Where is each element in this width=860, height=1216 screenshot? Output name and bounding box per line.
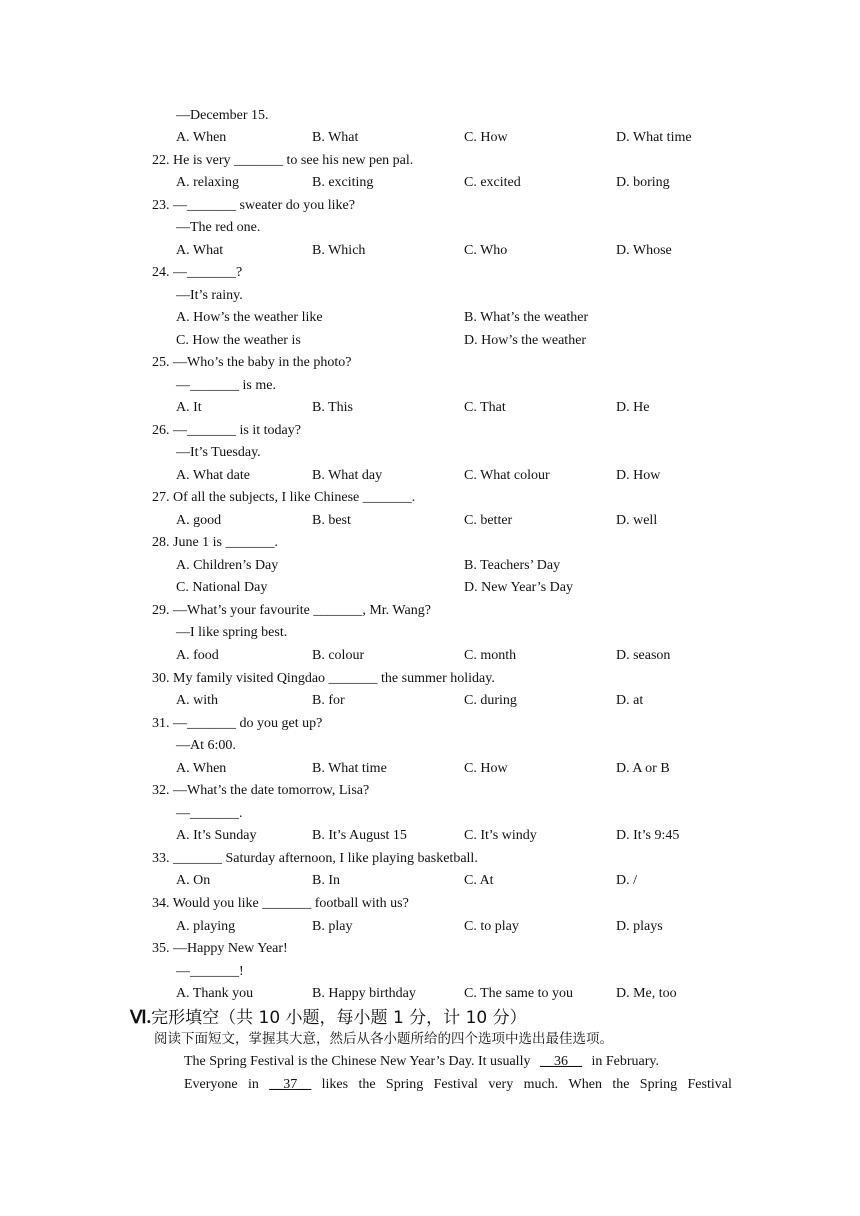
q31-option-b: B. What time: [312, 761, 387, 776]
q26-reply: —It’s Tuesday.: [176, 445, 261, 460]
q24-stem: 24. —_______?: [152, 265, 243, 280]
passage-word: much.: [523, 1077, 559, 1092]
q29-option-d: D. season: [616, 648, 671, 663]
q24-option-b: B. What’s the weather: [464, 310, 589, 325]
q33-option-c: C. At: [464, 873, 494, 888]
passage-word: When: [568, 1077, 602, 1092]
q22-option-c: C. excited: [464, 175, 521, 190]
blank-36: __36__: [539, 1054, 582, 1069]
q27-option-d: D. well: [616, 513, 658, 528]
q33-stem: 33. _______ Saturday afternoon, I like playing basketball.: [152, 851, 478, 866]
q35-option-a: A. Thank you: [176, 986, 254, 1001]
q33-option-d: D. /: [616, 873, 637, 888]
passage-word: in: [248, 1077, 259, 1092]
q29-reply: —I like spring best.: [176, 625, 288, 640]
q29-option-a: A. food: [176, 648, 219, 663]
passage-word: Spring: [639, 1077, 678, 1092]
q31-option-d: D. A or B: [616, 761, 670, 776]
q32-option-b: B. It’s August 15: [312, 828, 407, 843]
q21-option-d: D. What time: [616, 130, 692, 145]
q22-stem: 22. He is very _______ to see his new pen pal.: [152, 153, 414, 168]
passage-line-1-after: in February.: [591, 1054, 659, 1069]
q25-option-a: A. It: [176, 400, 202, 415]
q25-option-d: D. He: [616, 400, 650, 415]
q28-option-c: C. National Day: [176, 580, 268, 595]
passage-word: Everyone: [184, 1077, 238, 1092]
q21-option-a: A. When: [176, 130, 227, 145]
blank-37: __37__: [269, 1077, 312, 1092]
passage-word: very: [488, 1077, 514, 1092]
q25-stem: 25. —Who’s the baby in the photo?: [152, 355, 352, 370]
q27-option-b: B. best: [312, 513, 351, 528]
q23-option-a: A. What: [176, 243, 224, 258]
section-6-numeral: Ⅵ.: [130, 1007, 152, 1027]
q28-option-d: D. New Year’s Day: [464, 580, 574, 595]
q29-stem: 29. —What’s your favourite _______, Mr. Wang?: [152, 603, 431, 618]
q35-option-b: B. Happy birthday: [312, 986, 416, 1001]
q30-stem: 30. My family visited Qingdao _______ the summer holiday.: [152, 671, 495, 686]
q33-option-b: B. In: [312, 873, 340, 888]
q34-option-c: C. to play: [464, 919, 519, 934]
q32-option-d: D. It’s 9:45: [616, 828, 680, 843]
q30-option-d: D. at: [616, 693, 644, 708]
q26-option-c: C. What colour: [464, 468, 550, 483]
q30-option-b: B. for: [312, 693, 345, 708]
q21-option-b: B. What: [312, 130, 359, 145]
q25-option-b: B. This: [312, 400, 353, 415]
q26-option-b: B. What day: [312, 468, 383, 483]
q32-stem: 32. —What’s the date tomorrow, Lisa?: [152, 783, 370, 798]
q30-option-c: C. during: [464, 693, 517, 708]
q29-option-b: B. colour: [312, 648, 365, 663]
q26-stem: 26. —_______ is it today?: [152, 423, 301, 438]
q34-stem: 34. Would you like _______ football with us?: [152, 896, 409, 911]
q33-option-a: A. On: [176, 873, 211, 888]
q31-option-a: A. When: [176, 761, 227, 776]
passage-word: the: [358, 1077, 376, 1092]
q25-reply: —_______ is me.: [176, 378, 276, 393]
q23-option-c: C. Who: [464, 243, 508, 258]
q32-option-a: A. It’s Sunday: [176, 828, 257, 843]
q22-option-b: B. exciting: [312, 175, 374, 190]
q32-option-c: C. It’s windy: [464, 828, 537, 843]
q32-reply: —_______.: [176, 806, 243, 821]
q30-option-a: A. with: [176, 693, 218, 708]
q27-stem: 27. Of all the subjects, I like Chinese _______.: [152, 490, 416, 505]
q23-reply: —The red one.: [176, 220, 261, 235]
q34-option-b: B. play: [312, 919, 353, 934]
q27-option-a: A. good: [176, 513, 222, 528]
section-6-heading: [130, 1006, 527, 1029]
passage-word: Festival: [687, 1077, 732, 1092]
q24-option-c: C. How the weather is: [176, 333, 301, 348]
q28-option-b: B. Teachers’ Day: [464, 558, 561, 573]
q23-option-b: B. Which: [312, 243, 366, 258]
q35-option-d: D. Me, too: [616, 986, 677, 1001]
q34-option-d: D. plays: [616, 919, 663, 934]
passage-line-2: [184, 1075, 732, 1095]
q28-option-a: A. Children’s Day: [176, 558, 279, 573]
q23-stem: 23. —_______ sweater do you like?: [152, 198, 355, 213]
passage-line-1-before: The Spring Festival is the Chinese New Year’s Day. It usually: [184, 1054, 531, 1069]
q24-reply: —It’s rainy.: [176, 288, 243, 303]
q31-option-c: C. How: [464, 761, 508, 776]
q29-option-c: C. month: [464, 648, 517, 663]
q31-reply: —At 6:00.: [176, 738, 236, 753]
q35-reply: —_______!: [176, 964, 244, 979]
section-6-instruction: 阅读下面短文，掌握其大意，然后从各小题所给的四个选项中选出最佳选项。: [154, 1031, 613, 1047]
q31-stem: 31. —_______ do you get up?: [152, 716, 323, 731]
q28-stem: 28. June 1 is _______.: [152, 535, 278, 550]
q35-stem: 35. —Happy New Year!: [152, 941, 288, 956]
q21-answer-line: —December 15.: [176, 108, 269, 123]
passage-word: Festival: [433, 1077, 478, 1092]
q24-option-a: A. How’s the weather like: [176, 310, 323, 325]
q26-option-a: A. What date: [176, 468, 250, 483]
passage-word: the: [612, 1077, 630, 1092]
q22-option-a: A. relaxing: [176, 175, 239, 190]
section-6-title: 完形填空（共 10 小题，每小题 1 分，计 10 分）: [151, 1008, 527, 1028]
q23-option-d: D. Whose: [616, 243, 672, 258]
passage-word: Spring: [385, 1077, 424, 1092]
q24-option-d: D. How’s the weather: [464, 333, 587, 348]
q26-option-d: D. How: [616, 468, 661, 483]
passage-line-1: [184, 1052, 659, 1072]
q27-option-c: C. better: [464, 513, 513, 528]
passage-word: likes: [321, 1077, 349, 1092]
q35-option-c: C. The same to you: [464, 986, 574, 1001]
q22-option-d: D. boring: [616, 175, 670, 190]
q21-option-c: C. How: [464, 130, 508, 145]
q34-option-a: A. playing: [176, 919, 236, 934]
q25-option-c: C. That: [464, 400, 506, 415]
